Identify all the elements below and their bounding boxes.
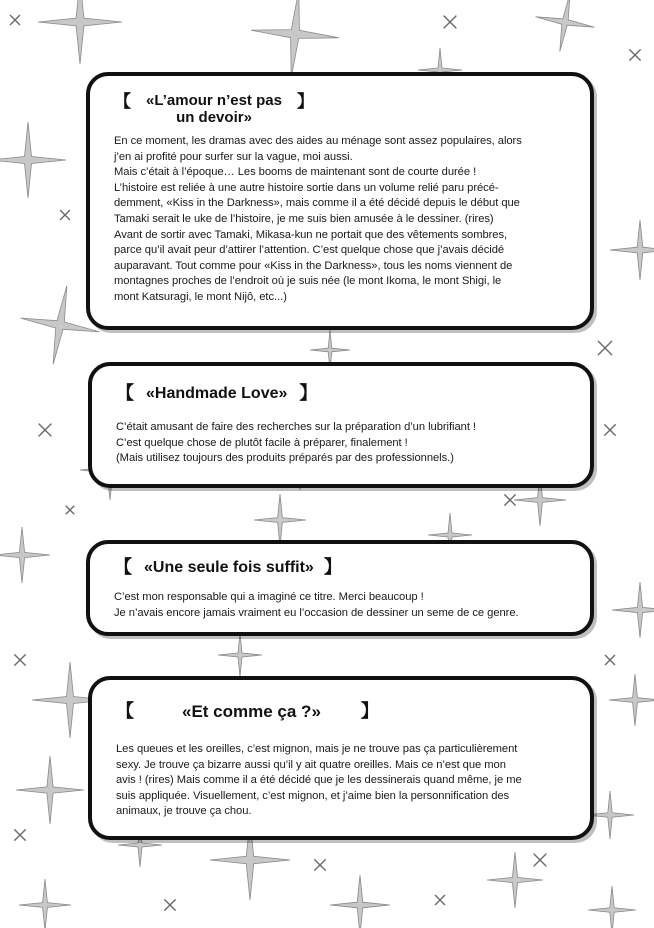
sparkle-star-icon: [251, 0, 339, 78]
sparkle-star-icon: [0, 122, 66, 198]
sparkle-star-icon: [218, 633, 262, 677]
cross-star-icon: [9, 824, 32, 847]
cross-star-icon: [32, 417, 57, 442]
bracket-open-glyph: 【: [114, 557, 132, 577]
sparkle-star-icon: [536, 0, 595, 52]
cross-star-icon: [62, 502, 79, 519]
cross-star-icon: [309, 854, 332, 877]
note-panel-une-seule-fois: [86, 540, 594, 636]
note-title: «L’amour n’est pas un devoir»: [146, 92, 282, 126]
cross-star-icon: [599, 419, 622, 442]
sparkle-star-icon: [612, 582, 654, 638]
note-body: C’est mon responsable qui a imaginé ce titre. Merci beaucoup ! Je n’avais encore jamais vraiment eu l’occasion de dessiner un seme de ce genre.: [114, 591, 519, 619]
note-panel-amour: [86, 72, 594, 330]
cross-star-icon: [159, 894, 182, 917]
note-panel-handmade-love: [88, 362, 594, 488]
cross-star-icon: [527, 847, 552, 872]
cross-star-icon: [55, 205, 75, 225]
cross-star-icon: [9, 649, 32, 672]
cross-star-icon: [437, 9, 462, 34]
bracket-open-glyph: 【: [116, 383, 134, 403]
note-title-row: [116, 384, 570, 404]
bracket-close-glyph: 】: [323, 557, 342, 577]
bracket-open-glyph: 【: [114, 92, 131, 111]
note-body: En ce moment, les dramas avec des aides au ménage sont assez populaires, alors j’en ai profité pour surfer sur la vague, moi aussi. Mais c’était à l’époque… Les booms de maintenant sont de courte durée ! L’histoire est reliée à une autre histoire sortie dans un volume relié paru précé- demment, «Kiss in the Darkness», mais comme il a été décidé depuis le début que Tamaki serait le uke de l’histoire, je me suis bien amusée à le dessiner. (rires) Avant de sortir avec Tamaki, Mikasa-kun ne portait que des vêtements sombres, parce qu’il avait peur d’attirer l’attention. C’est quelque chose que j’avais décidé auparavant. Tout comme pour «Kiss in the Darkness», tous les noms viennent de montagnes proches de l’endroit où je suis née (le mont Ikoma, le mont Shigi, le mont Katsuragi, le mont Nijô, etc...): [114, 135, 522, 303]
note-body: Les queues et les oreilles, c’est mignon, mais je ne trouve pas ça particulièrement sexy. Je trouve ça bizarre aussi qu’il y ait quatre oreilles. Mais ce n’est que mon avis ! (rires) Mais comme il a été décidé que je les dessinerais quand même, je me suis appliquée. Visuellement, c’est mignon, et j’aime bien la personnification des animaux, je trouve ça chou.: [116, 743, 522, 818]
sparkle-star-icon: [0, 527, 50, 583]
cross-star-icon: [600, 650, 620, 670]
bracket-close-glyph: 】: [297, 92, 314, 111]
note-panel-et-comme-ca: [88, 676, 594, 840]
sparkle-star-icon: [16, 756, 84, 824]
note-title: «Et comme ça ?»: [182, 702, 321, 721]
cross-star-icon: [5, 10, 25, 30]
cross-star-icon: [591, 334, 619, 362]
sparkle-star-icon: [487, 852, 543, 908]
bracket-close-glyph: 】: [299, 383, 318, 403]
note-title-row: [116, 702, 570, 722]
note-title: «Une seule fois suffit»: [144, 559, 314, 576]
sparkle-star-icon: [609, 674, 654, 726]
note-title: «Handmade Love»: [146, 385, 288, 402]
cross-star-icon: [624, 44, 647, 67]
sparkle-star-icon: [254, 494, 306, 546]
cross-star-icon: [430, 890, 450, 910]
sparkle-star-icon: [19, 879, 71, 928]
sparkle-star-icon: [588, 886, 636, 928]
note-body: C’était amusant de faire des recherches sur la préparation d’un lubrifiant ! C’est quelque chose de plutôt facile à préparer, finalement ! (Mais utilisez toujours des produits préparés par des professionnels.): [116, 421, 476, 465]
note-title-row: [114, 558, 570, 578]
note-title-row: [114, 92, 570, 126]
sparkle-star-icon: [610, 220, 654, 280]
sparkle-star-icon: [38, 0, 122, 64]
bracket-open-glyph: 【: [116, 701, 134, 721]
bracket-close-glyph: 】: [360, 701, 379, 721]
sparkle-star-icon: [330, 875, 390, 928]
